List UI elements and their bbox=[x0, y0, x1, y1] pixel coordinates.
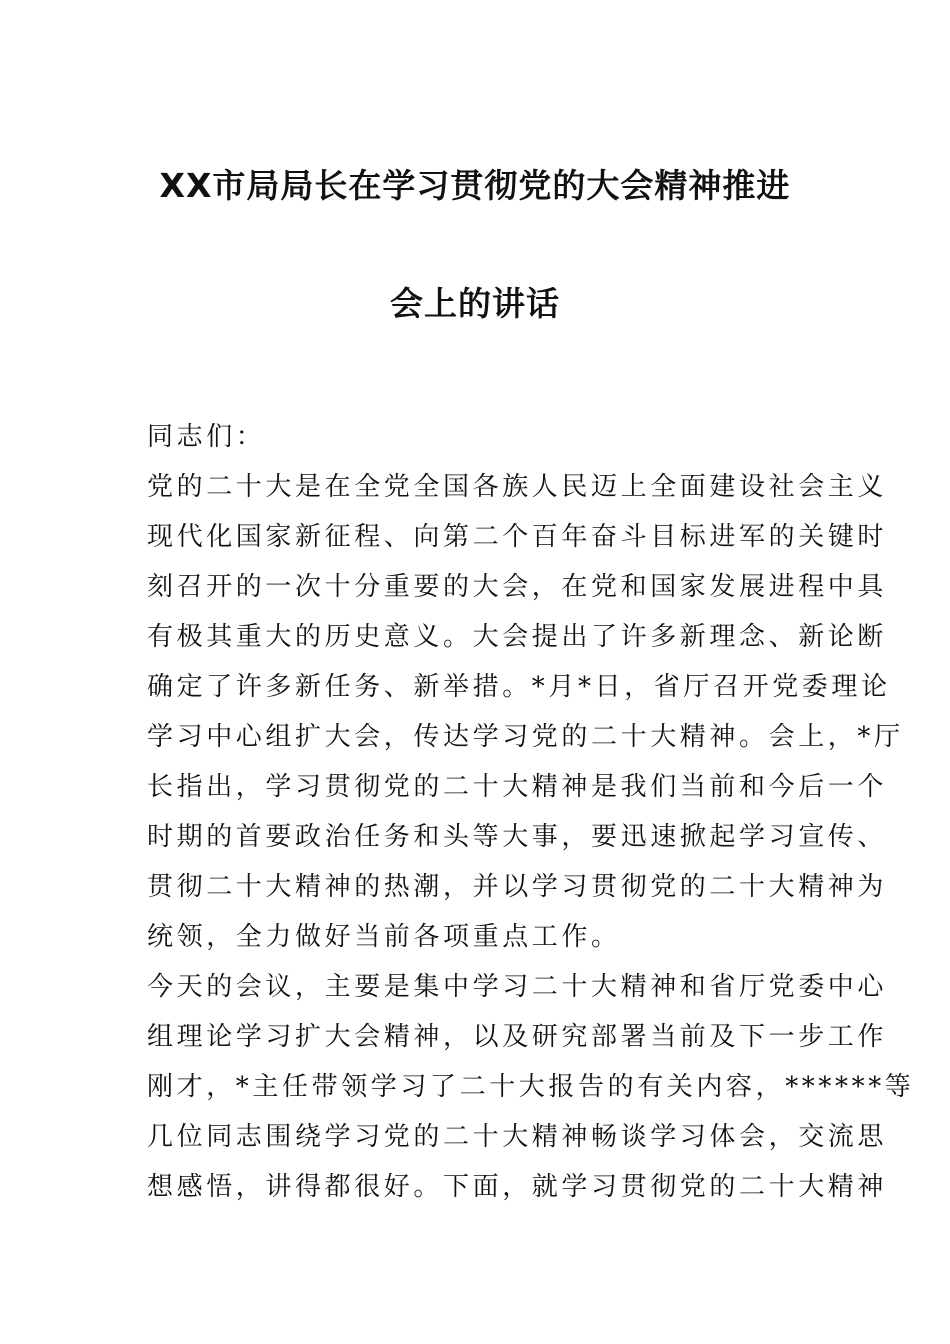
body-line: 时期的首要政治任务和头等大事，要迅速掀起学习宣传、 bbox=[147, 822, 888, 852]
body-line: 刚才，*主任带领学习了二十大报告的有关内容，******等 bbox=[147, 1072, 915, 1102]
document-title-line-2: 会上的讲话 bbox=[390, 284, 560, 323]
body-line: 学习中心组扩大会，传达学习党的二十大精神。会上，*厅 bbox=[147, 722, 904, 752]
document-body bbox=[147, 412, 915, 1212]
salutation: 同志们： bbox=[147, 422, 266, 452]
body-line: 确定了许多新任务、新举措。*月*日，省厅召开党委理论 bbox=[147, 672, 891, 702]
body-line: 长指出，学习贯彻党的二十大精神是我们当前和今后一个 bbox=[147, 772, 888, 802]
document-title-line-1: XX市局局长在学习贯彻党的大会精神推进 bbox=[159, 166, 791, 205]
body-line: 统领，全力做好当前各项重点工作。 bbox=[147, 922, 621, 952]
body-line: 党的二十大是在全党全国各族人民迈上全面建设社会主义 bbox=[147, 472, 888, 502]
body-line: 组理论学习扩大会精神，以及研究部署当前及下一步工作 bbox=[147, 1022, 888, 1052]
body-line: 贯彻二十大精神的热潮，并以学习贯彻党的二十大精神为 bbox=[147, 872, 888, 902]
body-line: 几位同志围绕学习党的二十大精神畅谈学习体会，交流思 bbox=[147, 1122, 888, 1152]
body-line: 有极其重大的历史意义。大会提出了许多新理念、新论断 bbox=[147, 622, 888, 652]
body-line: 现代化国家新征程、向第二个百年奋斗目标进军的关键时 bbox=[147, 522, 888, 552]
body-line: 想感悟，讲得都很好。下面，就学习贯彻党的二十大精神 bbox=[147, 1172, 888, 1202]
body-line: 今天的会议，主要是集中学习二十大精神和省厅党委中心 bbox=[147, 972, 888, 1002]
body-line: 刻召开的一次十分重要的大会，在党和国家发展进程中具 bbox=[147, 572, 888, 602]
